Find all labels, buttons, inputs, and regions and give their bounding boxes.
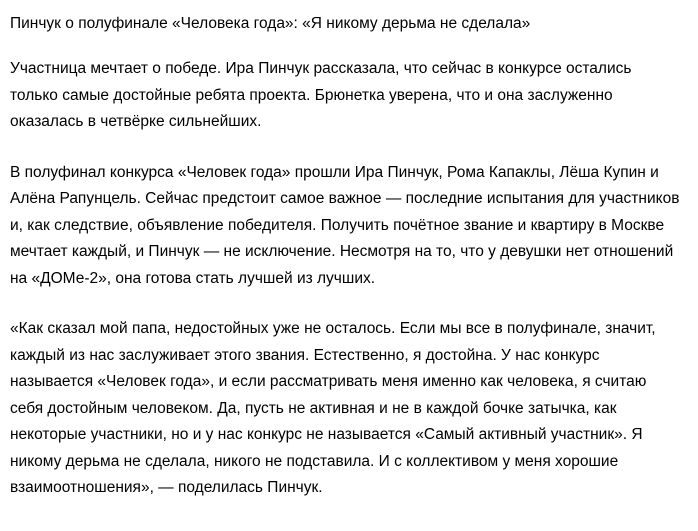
- article-paragraph-1: Участница мечтает о победе. Ира Пинчук рассказала, что сейчас в конкурсе остались только самые достойные ребята проекта. Брюнетка уверена, что и она заслуженно оказалась в четвёрке сильнейших.: [10, 60, 632, 130]
- article-title: Пинчук о полуфинале «Человека года»: «Я никому дерьма не сделала»: [10, 15, 531, 32]
- article-paragraph-3: «Как сказал мой папа, недостойных уже не осталось. Если мы все в полуфинале, значит, каждый из нас заслуживает этого звания. Естественно, я достойна. У нас конкурс называется «Человек года», и если рассматривать меня именно как человека, я считаю себя достойным человеком. Да, пусть не активная и не в каждой бочке затычка, как некоторые участники, но и у нас конкурс не называется «Самый активный участник». Я никому дерьма не сделала, никого не подставила. И с коллективом у меня хорошие взаимоотношения», — поделилась Пинчук.: [10, 320, 656, 496]
- article-paragraph-2: В полуфинал конкурса «Человек года» прошли Ира Пинчук, Рома Капаклы, Лёша Купин и Алёна Рапунцель. Сейчас предстоит самое важное — последние испытания для участников и, как следствие, объявление победителя. Получить почётное звание и квартиру в Москве мечтает каждый, и Пинчук — не исключение. Несмотря на то, что у девушки нет отношений на «ДОМе-2», она готова стать лучшей из лучших.: [10, 163, 680, 287]
